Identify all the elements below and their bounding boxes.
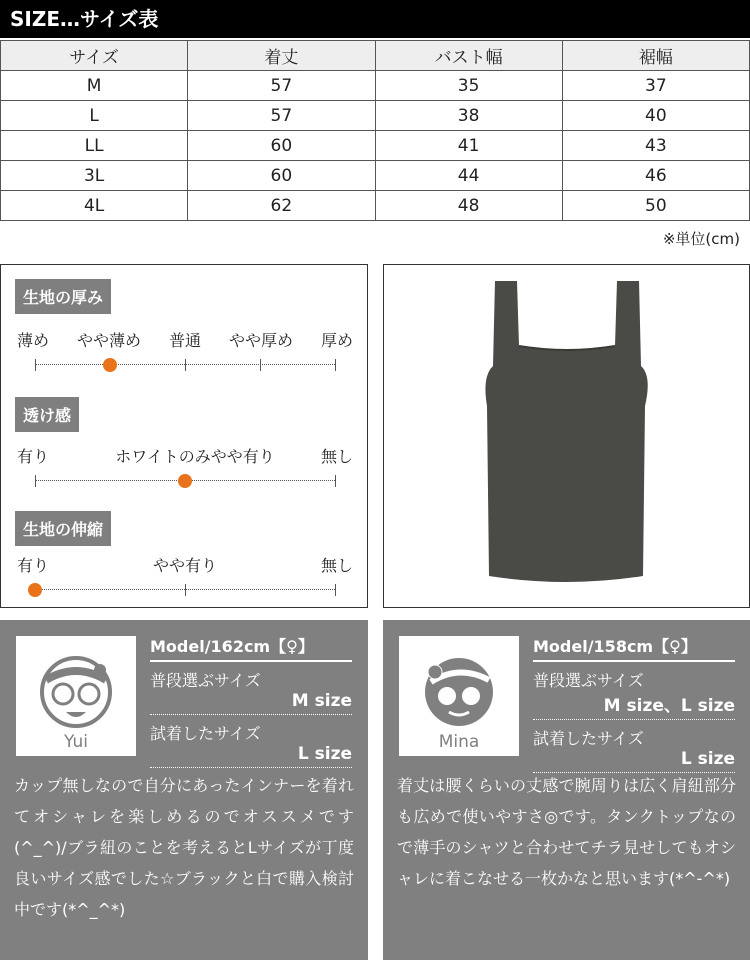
scale-tick [335, 475, 336, 487]
scale-label: 無し [320, 447, 353, 466]
cell: M [1, 71, 188, 101]
scale-label: 厚め [320, 331, 353, 350]
model-name: Yui [64, 732, 88, 752]
cell: 4L [1, 191, 188, 221]
cell: 57 [188, 101, 375, 131]
tried-size-value: L size [150, 744, 352, 768]
avatar [16, 636, 136, 756]
face-icon [419, 652, 499, 732]
usual-size-label: 普段選ぶサイズ [533, 671, 644, 690]
scale-label: やや有り [152, 556, 217, 575]
tried-size-label: 試着したサイズ [150, 724, 261, 743]
unit-note: ※単位(cm) [662, 230, 740, 248]
stretch-title: 生地の伸縮 [15, 511, 111, 546]
scale-label: やや薄め [76, 331, 141, 350]
scale-marker [28, 583, 42, 597]
cell: 38 [375, 101, 562, 131]
scale-tick [335, 584, 336, 596]
cell: 60 [188, 161, 375, 191]
model-header: Model/158cm【♀】 [533, 634, 735, 662]
tried-size-value: L size [533, 749, 735, 773]
stretch-scale [35, 589, 335, 590]
scale-tick [335, 359, 336, 371]
table-row [1, 131, 750, 161]
model-name: Mina [438, 732, 480, 752]
cell: 46 [562, 161, 749, 191]
scale-label: 有り [17, 447, 50, 466]
face-icon [36, 652, 116, 732]
usual-size-label: 普段選ぶサイズ [150, 671, 261, 690]
tank-top-image [467, 276, 667, 596]
size-table [0, 40, 750, 221]
cell: 37 [562, 71, 749, 101]
cell: 48 [375, 191, 562, 221]
col-header: バスト幅 [375, 41, 562, 71]
model-card-yui [0, 620, 368, 960]
cell: 62 [188, 191, 375, 221]
cell: 44 [375, 161, 562, 191]
col-header: 裾幅 [562, 41, 749, 71]
table-row [1, 161, 750, 191]
scale-label: 薄め [17, 331, 50, 350]
model-card-mina [383, 620, 750, 960]
col-header: 着丈 [188, 41, 375, 71]
scale-marker [178, 474, 192, 488]
cell: 3L [1, 161, 188, 191]
scale-label: やや厚め [228, 331, 293, 350]
cell: 40 [562, 101, 749, 131]
avatar [399, 636, 519, 756]
cell: 60 [188, 131, 375, 161]
page-title: SIZE…サイズ表 [0, 0, 750, 38]
scale-marker [103, 358, 117, 372]
sheerness-scale [35, 480, 335, 481]
sheerness-title: 透け感 [15, 397, 79, 432]
cell: 43 [562, 131, 749, 161]
product-image [383, 264, 750, 608]
model-header: Model/162cm【♀】 [150, 634, 352, 662]
usual-size-value: M size [150, 691, 352, 715]
scale-tick [35, 359, 36, 371]
thickness-labels [17, 328, 353, 351]
scale-label: ホワイトのみやや有り [115, 447, 275, 466]
scale-label: 無し [320, 556, 353, 575]
cell: 50 [562, 191, 749, 221]
col-header: サイズ [1, 41, 188, 71]
scale-tick [35, 475, 36, 487]
thickness-scale [35, 364, 335, 365]
scale-label: 有り [17, 556, 50, 575]
cell: 41 [375, 131, 562, 161]
scale-label: 普通 [168, 331, 201, 350]
usual-size-value: M size、L size [533, 691, 735, 720]
table-row [1, 191, 750, 221]
sheerness-labels [17, 444, 353, 467]
scale-tick [185, 584, 186, 596]
scale-tick [260, 359, 261, 371]
tried-size-label: 試着したサイズ [533, 729, 644, 748]
model-comment: カップ無しなので自分にあったインナーを着れてオシャレを楽しめるのでオススメです(^_^)/ブラ紐のことを考えるとLサイズが丁度良いサイズ感でした☆ブラックと白で購入検討中です(*^_^*) [14, 776, 354, 919]
fabric-panel [0, 264, 368, 608]
thickness-title: 生地の厚み [15, 279, 111, 314]
cell: 35 [375, 71, 562, 101]
cell: L [1, 101, 188, 131]
scale-tick [185, 359, 186, 371]
model-comment: 着丈は腰くらいの丈感で腕周りは広く肩紐部分も広めで使いやすさ◎です。タンクトップなので薄手のシャツと合わせてチラ見せしてもオシャレに着こなせる一枚かなと思います(*^-^*) [397, 776, 736, 888]
stretch-labels [17, 553, 353, 576]
cell: LL [1, 131, 188, 161]
cell: 57 [188, 71, 375, 101]
table-row [1, 71, 750, 101]
table-row [1, 101, 750, 131]
